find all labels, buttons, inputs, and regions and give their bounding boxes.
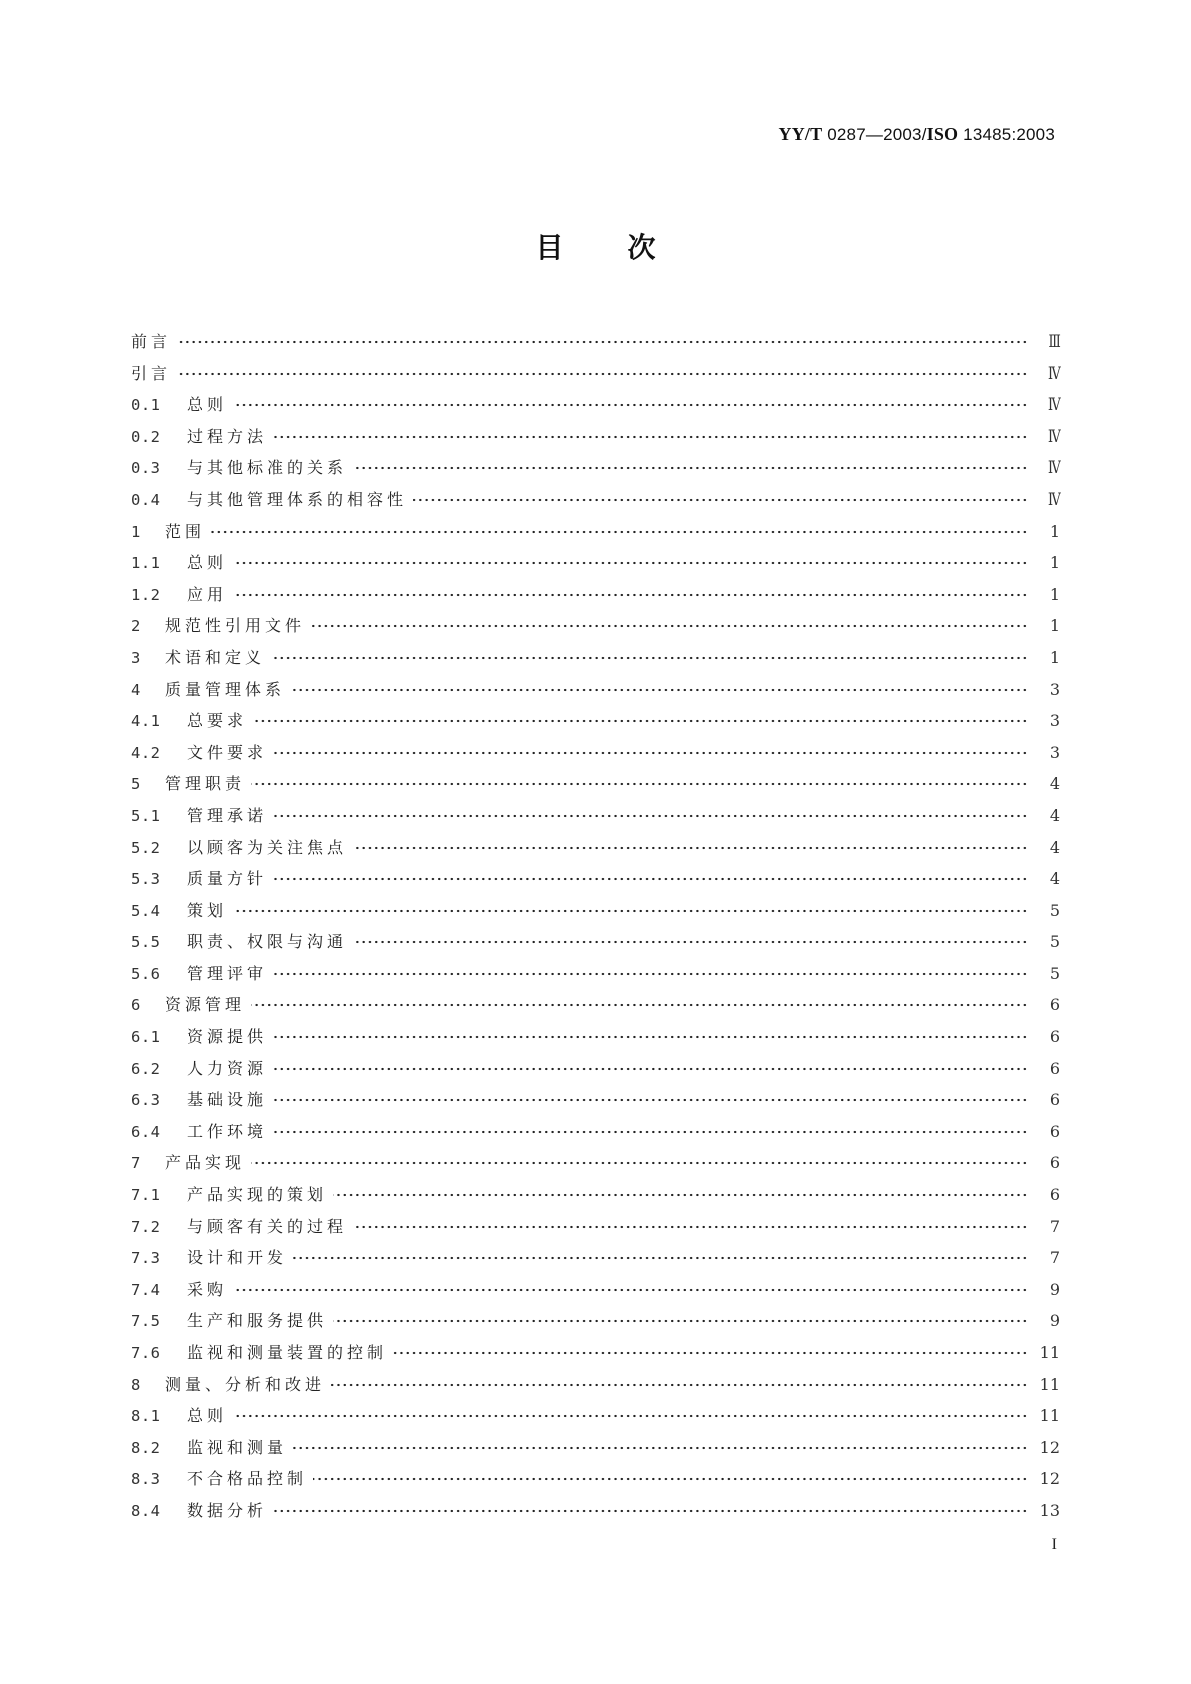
toc-entry[interactable] (131, 1090, 1060, 1122)
toc-section-title: 管理评审 (187, 963, 268, 983)
iso-number: 13485:2003 (958, 125, 1055, 144)
dot-leader (353, 1221, 1028, 1233)
toc-section-number: 8.4 (131, 1501, 161, 1520)
toc-section-title: 测量、分析和改进 (165, 1374, 326, 1394)
toc-section-title: 引言 (131, 363, 172, 383)
toc-entry[interactable] (131, 1375, 1060, 1407)
toc-entry[interactable] (131, 1185, 1060, 1217)
toc-section-number: 5.1 (131, 806, 161, 825)
toc-page-number: 4 (1049, 837, 1060, 857)
iso-label: ISO (926, 124, 959, 144)
toc-page-number: Ⅳ (1048, 458, 1060, 478)
toc-section-number: 7.2 (131, 1217, 161, 1236)
toc-section-title: 规范性引用文件 (165, 616, 306, 636)
toc-page-number: 4 (1049, 869, 1060, 889)
toc-entry[interactable] (131, 869, 1060, 901)
dot-leader (273, 1126, 1028, 1138)
toc-page-number: 6 (1049, 995, 1060, 1015)
toc-page-number: 1 (1049, 647, 1060, 667)
dot-leader (331, 1379, 1028, 1391)
toc-page-number: 1 (1049, 521, 1060, 541)
dot-leader (233, 905, 1028, 917)
toc-section-number: 5.3 (131, 870, 161, 889)
toc-section-number: 7.3 (131, 1249, 161, 1268)
toc-section-title: 职责、权限与沟通 (187, 932, 348, 952)
dot-leader (233, 399, 1028, 411)
toc-page-number: Ⅳ (1048, 395, 1060, 415)
dot-leader (233, 1284, 1028, 1296)
toc-section-number: 7.4 (131, 1280, 161, 1299)
toc-section-number: 5.2 (131, 838, 161, 857)
toc-page-number: 6 (1049, 1185, 1060, 1205)
toc-section-title: 总则 (187, 553, 228, 573)
toc-entry[interactable] (131, 1217, 1060, 1249)
toc-page-number: 6 (1049, 1153, 1060, 1173)
toc-section-title: 采购 (187, 1279, 228, 1299)
toc-entry[interactable] (131, 1343, 1060, 1375)
toc-entry[interactable] (131, 1311, 1060, 1343)
toc-section-title: 范围 (165, 521, 206, 541)
toc-entry[interactable] (131, 1122, 1060, 1154)
toc-section-number: 8 (131, 1375, 141, 1394)
toc-page-number: Ⅲ (1048, 332, 1060, 351)
dot-leader (273, 747, 1028, 759)
toc-page-number: Ⅳ (1048, 426, 1060, 446)
toc-entry[interactable] (131, 648, 1060, 680)
toc-page-number: 6 (1049, 1121, 1060, 1141)
toc-page-number: 1 (1049, 553, 1060, 573)
toc-section-title: 监视和测量 (187, 1437, 288, 1457)
toc-section-title: 不合格品控制 (187, 1469, 308, 1489)
dot-leader (273, 810, 1028, 822)
dot-leader (413, 494, 1028, 506)
toc-section-number: 5.4 (131, 901, 161, 920)
toc-entry[interactable] (131, 743, 1060, 775)
toc-section-title: 策划 (187, 900, 228, 920)
dot-leader (251, 1157, 1028, 1169)
toc-section-title: 产品实现的策划 (187, 1185, 328, 1205)
dot-leader (311, 620, 1028, 632)
toc-section-number: 8.1 (131, 1407, 161, 1426)
dot-leader (293, 1442, 1028, 1454)
toc-page-number: 9 (1049, 1279, 1060, 1299)
toc-section-title: 过程方法 (187, 426, 268, 446)
toc-section-title: 总则 (187, 1406, 228, 1426)
dot-leader (251, 778, 1028, 790)
toc-section-title: 应用 (187, 584, 228, 604)
toc-entry[interactable] (131, 964, 1060, 996)
toc-page-number: 1 (1049, 584, 1060, 604)
toc-entry[interactable] (131, 995, 1060, 1027)
dot-leader (291, 684, 1028, 696)
toc-section-number: 6.4 (131, 1122, 161, 1141)
toc-section-title: 产品实现 (165, 1153, 246, 1173)
dot-leader (273, 1063, 1028, 1075)
toc-page-number: 7 (1049, 1248, 1060, 1268)
toc-section-number: 7.6 (131, 1344, 161, 1362)
dot-leader (313, 1473, 1028, 1485)
toc-entry[interactable] (131, 1153, 1060, 1185)
dot-leader (233, 557, 1028, 569)
standard-code-prefix: YY/T (778, 124, 823, 144)
toc-entry[interactable] (131, 838, 1060, 870)
toc-section-title: 质量管理体系 (165, 679, 286, 699)
toc-page-number: 1 (1049, 616, 1060, 636)
toc-entry[interactable] (131, 1469, 1060, 1501)
dot-leader (273, 431, 1028, 443)
dot-leader (273, 1094, 1028, 1106)
toc-section-number: 2 (131, 617, 141, 636)
toc-section-title: 与其他管理体系的相容性 (187, 489, 408, 509)
toc-section-title: 生产和服务提供 (187, 1311, 328, 1331)
toc-entry[interactable] (131, 901, 1060, 933)
toc-section-number: 8.2 (131, 1438, 161, 1457)
toc-page-number: 11 (1039, 1343, 1060, 1362)
toc-page-number: 4 (1049, 805, 1060, 825)
toc-section-number: 0.2 (131, 427, 161, 446)
toc-section-title: 设计和开发 (187, 1248, 288, 1268)
dot-leader (353, 936, 1028, 948)
toc-section-title: 监视和测量装置的控制 (187, 1343, 388, 1362)
standard-code-number: 0287—2003/ (822, 125, 927, 144)
dot-leader (251, 999, 1028, 1011)
dot-leader (177, 336, 1028, 348)
toc-page-number: 6 (1049, 1027, 1060, 1047)
dot-leader (253, 715, 1028, 727)
toc-page-number: Ⅳ (1048, 363, 1060, 383)
dot-leader (273, 1505, 1028, 1517)
toc-section-number: 7 (131, 1154, 141, 1173)
dot-leader (271, 652, 1028, 664)
toc-section-number: 6 (131, 996, 141, 1015)
toc-entry[interactable] (131, 364, 1060, 396)
toc-entry[interactable] (131, 1248, 1060, 1280)
toc-section-title: 管理职责 (165, 774, 246, 794)
toc-section-title: 人力资源 (187, 1058, 268, 1078)
toc-entry[interactable] (131, 427, 1060, 459)
toc-page-number: 11 (1039, 1374, 1060, 1394)
toc-section-number: 4.1 (131, 712, 161, 731)
toc-section-number: 0.1 (131, 396, 161, 415)
toc-entry[interactable] (131, 585, 1060, 617)
toc-section-number: 7.1 (131, 1186, 161, 1205)
toc-page-number: Ⅳ (1048, 489, 1060, 509)
dot-leader (177, 368, 1028, 380)
standard-code-header (779, 124, 1055, 145)
toc-entry[interactable] (131, 458, 1060, 490)
toc-page-number: 3 (1049, 711, 1060, 731)
dot-leader (293, 1252, 1028, 1264)
toc-section-number: 8.3 (131, 1470, 161, 1489)
toc-section-title: 以顾客为关注焦点 (187, 837, 348, 857)
toc-section-title: 数据分析 (187, 1500, 268, 1520)
dot-leader (273, 968, 1028, 980)
dot-leader (233, 589, 1028, 601)
toc-section-number: 1.1 (131, 554, 161, 573)
toc-section-number: 3 (131, 648, 141, 667)
toc-entry[interactable] (131, 774, 1060, 806)
dot-leader (273, 1031, 1028, 1043)
toc-entry[interactable] (131, 1280, 1060, 1312)
toc-page-number: 7 (1049, 1216, 1060, 1236)
toc-section-number: 4.2 (131, 743, 161, 762)
toc-section-number: 7.5 (131, 1312, 161, 1331)
toc-section-title: 总则 (187, 395, 228, 415)
toc-section-number: 5.5 (131, 933, 161, 952)
toc-section-number: 5.6 (131, 964, 161, 983)
toc-section-title: 与其他标准的关系 (187, 458, 348, 478)
toc-section-title: 管理承诺 (187, 805, 268, 825)
toc-section-title: 质量方针 (187, 869, 268, 889)
toc-section-number: 1.2 (131, 585, 161, 604)
toc-page-number: 4 (1049, 774, 1060, 794)
table-of-contents (131, 332, 1060, 1533)
toc-section-title: 术语和定义 (165, 647, 266, 667)
toc-section-title: 工作环境 (187, 1121, 268, 1141)
toc-section-number: 4 (131, 680, 141, 699)
toc-section-number: 5 (131, 775, 141, 794)
dot-leader (333, 1189, 1028, 1201)
toc-page-number: 12 (1039, 1437, 1060, 1457)
toc-entry[interactable] (131, 1059, 1060, 1091)
toc-entry[interactable] (131, 1027, 1060, 1059)
toc-section-number: 0.4 (131, 490, 161, 509)
toc-section-title: 资源提供 (187, 1027, 268, 1047)
toc-section-title: 文件要求 (187, 742, 268, 762)
page-title: 目次 (535, 231, 720, 264)
toc-page-number: 3 (1049, 679, 1060, 699)
toc-entry[interactable] (131, 711, 1060, 743)
dot-leader (353, 842, 1028, 854)
toc-entry[interactable] (131, 806, 1060, 838)
toc-section-number: 1 (131, 522, 141, 541)
dot-leader (233, 1410, 1028, 1422)
toc-section-title: 总要求 (187, 711, 248, 731)
toc-page-number: 13 (1039, 1500, 1060, 1520)
toc-page-number: 9 (1049, 1311, 1060, 1331)
toc-section-title: 与顾客有关的过程 (187, 1216, 348, 1236)
toc-entry[interactable] (131, 932, 1060, 964)
toc-entry[interactable] (131, 395, 1060, 427)
toc-section-title: 基础设施 (187, 1090, 268, 1110)
toc-section-number: 6.3 (131, 1091, 161, 1110)
toc-page-number: 5 (1049, 900, 1060, 920)
toc-entry[interactable] (131, 1438, 1060, 1470)
toc-page-number: 12 (1039, 1469, 1060, 1489)
toc-entry[interactable] (131, 490, 1060, 522)
toc-page-number: 3 (1049, 742, 1060, 762)
toc-entry[interactable] (131, 1406, 1060, 1438)
dot-leader (273, 873, 1028, 885)
dot-leader (211, 526, 1028, 538)
dot-leader (393, 1347, 1028, 1359)
toc-entry[interactable] (131, 616, 1060, 648)
toc-section-number: 0.3 (131, 459, 161, 478)
toc-page-number: 5 (1049, 963, 1060, 983)
toc-section-number: 6.1 (131, 1028, 161, 1047)
toc-entry[interactable] (131, 1501, 1060, 1533)
page-number: I (1051, 1536, 1057, 1553)
toc-page-number: 5 (1049, 932, 1060, 952)
toc-section-title: 前言 (131, 332, 172, 351)
toc-entry[interactable] (131, 553, 1060, 585)
toc-page-number: 6 (1049, 1058, 1060, 1078)
toc-section-number: 6.2 (131, 1059, 161, 1078)
toc-section-title: 资源管理 (165, 995, 246, 1015)
toc-entry[interactable] (131, 522, 1060, 554)
toc-page-number: 11 (1039, 1406, 1060, 1426)
dot-leader (353, 462, 1028, 474)
toc-entry[interactable] (131, 680, 1060, 712)
toc-entry[interactable] (131, 332, 1060, 364)
toc-page-number: 6 (1049, 1090, 1060, 1110)
dot-leader (333, 1315, 1028, 1327)
